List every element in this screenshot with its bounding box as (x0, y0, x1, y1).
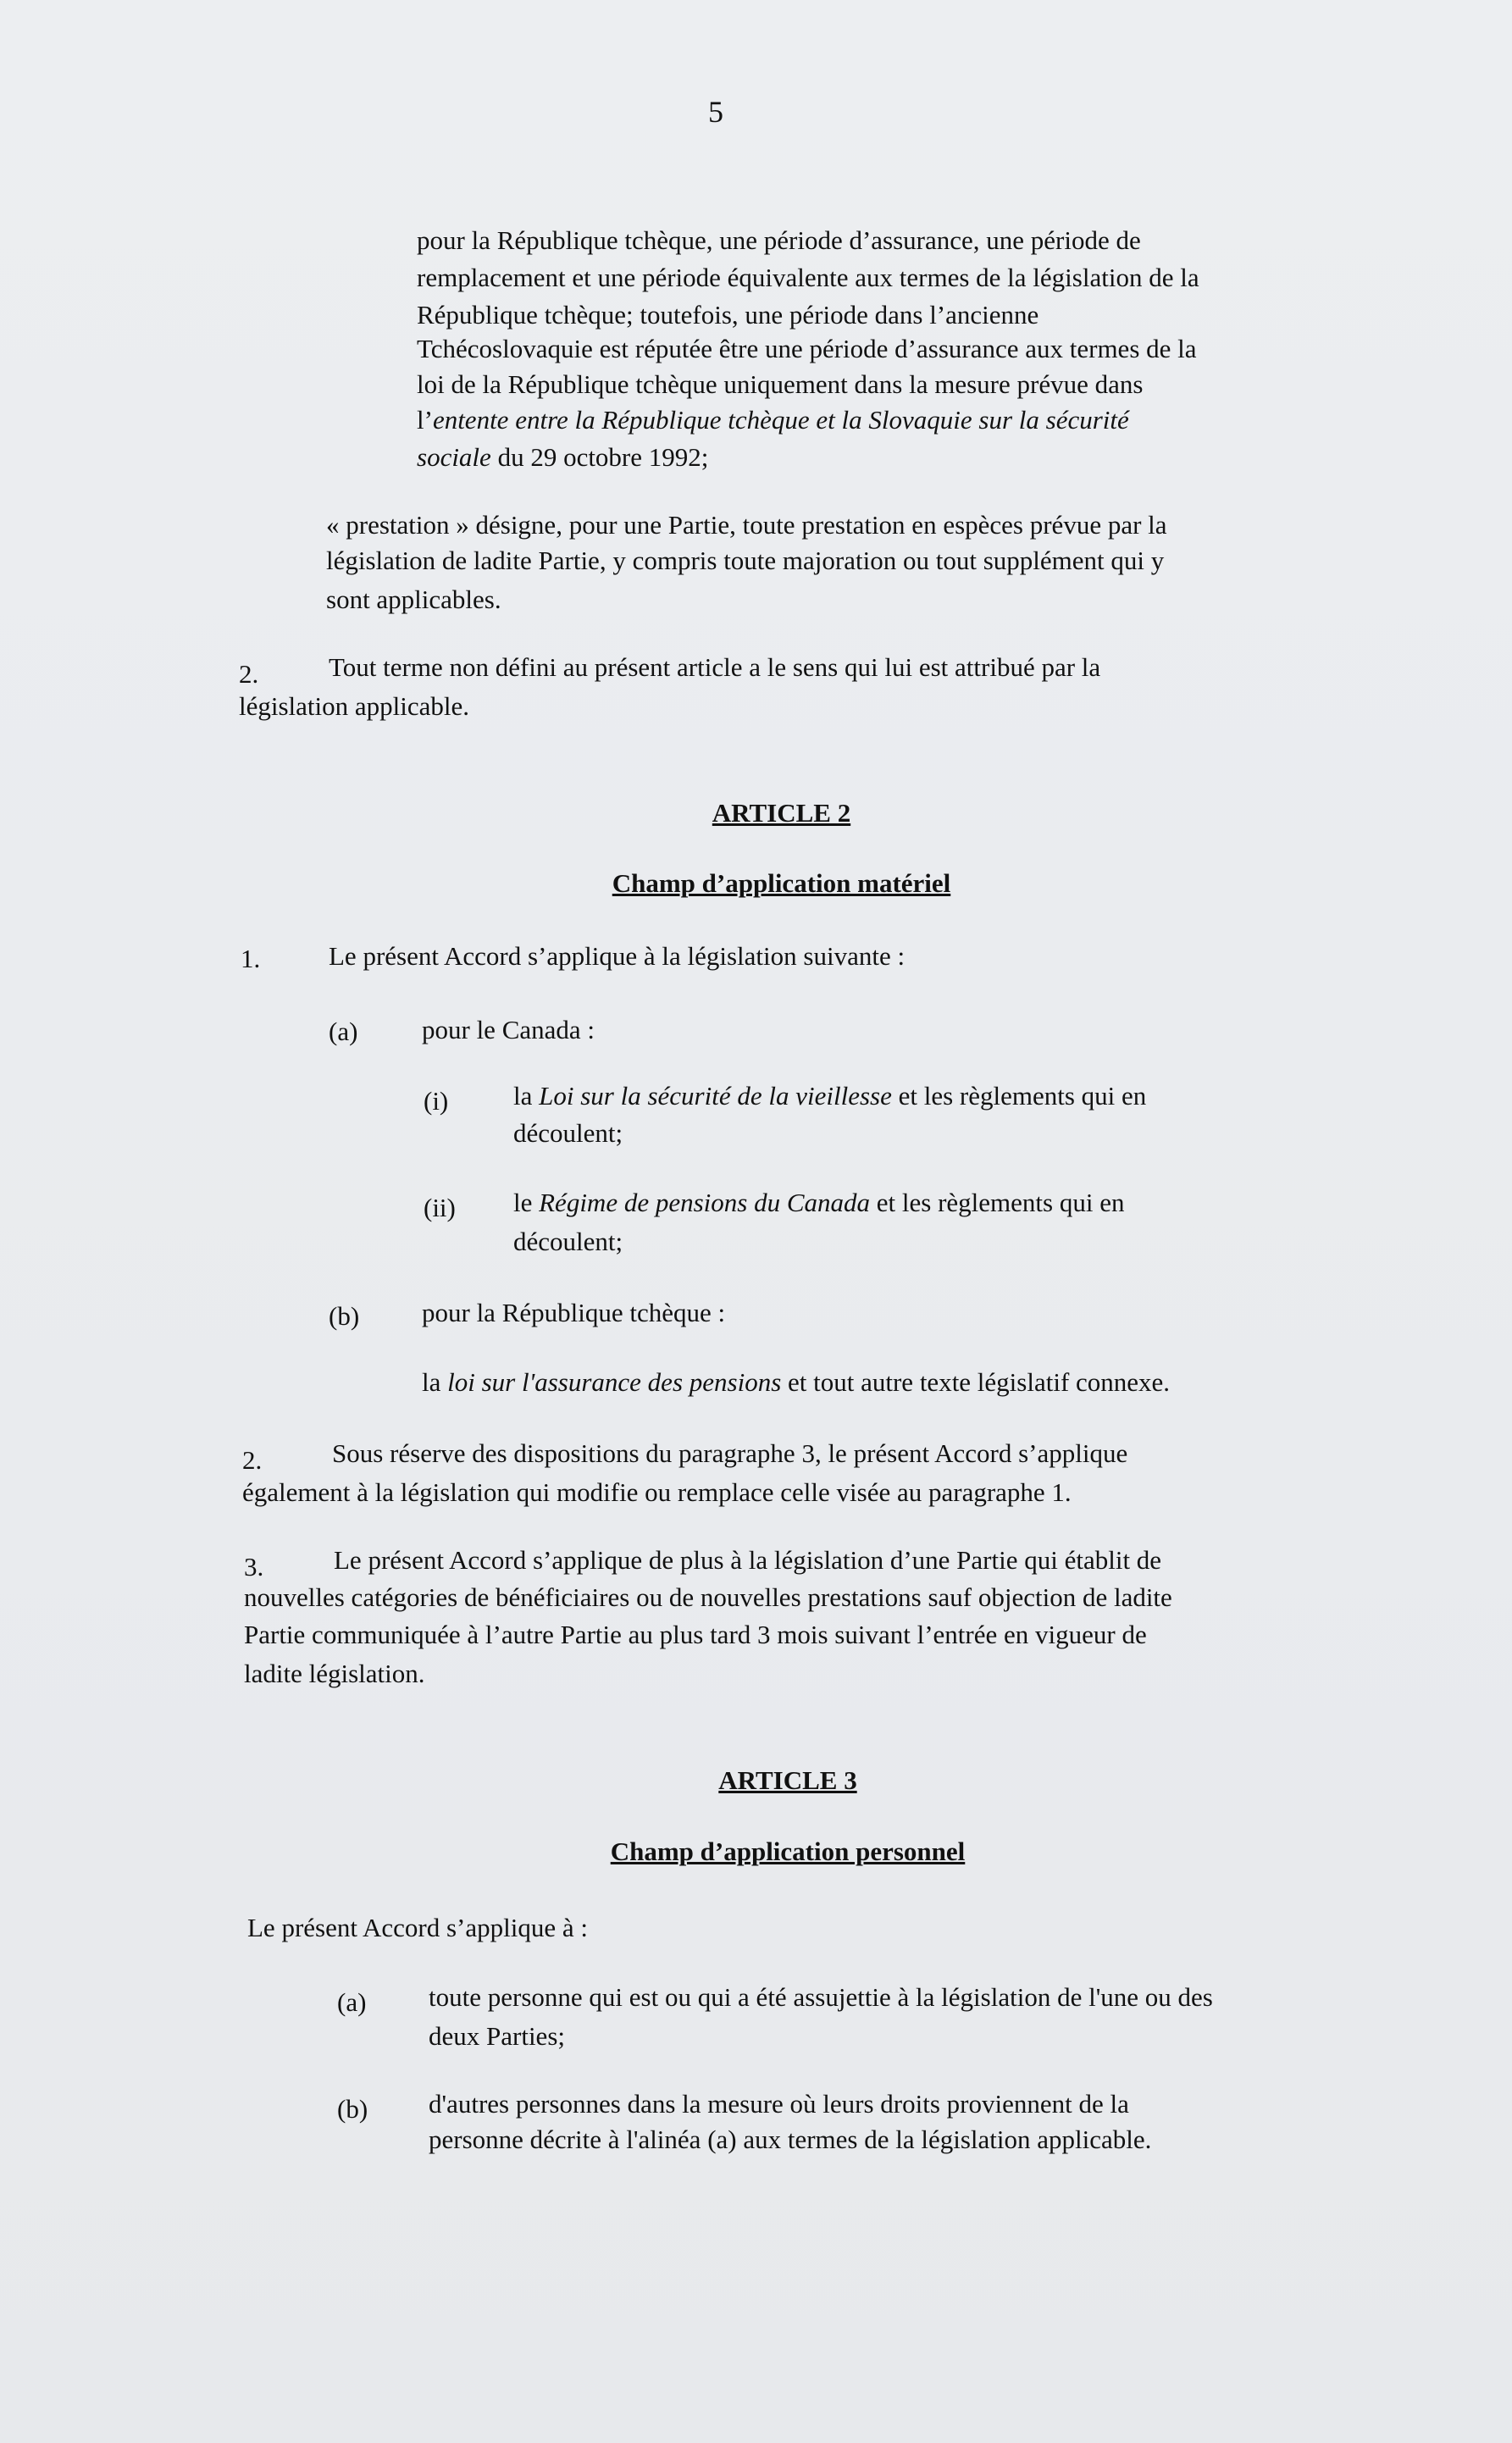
article-2-subheading: Champ d’application matériel (612, 868, 951, 898)
text-segment: et les règlements qui en (870, 1188, 1125, 1217)
text-segment: le (513, 1188, 540, 1217)
paragraph-2-line-2: législation applicable. (239, 691, 470, 721)
article-2-para-3-number: 3. (244, 1552, 264, 1582)
article-2-item-i-line-1 (513, 1077, 1146, 1115)
article-2-item-b-text: pour la République tchèque : (422, 1298, 726, 1327)
article-2-para-3-line-2: nouvelles catégories de bénéficiaires ou de nouvelles prestations sauf objection de ladite (244, 1582, 1172, 1612)
agreement-title-italic-end: sociale (417, 442, 491, 472)
article-2-item-i-label: (i) (424, 1086, 449, 1116)
article-2-item-ii-line-2: découlent; (513, 1227, 623, 1256)
definition-czech-period-line-3: République tchèque; toutefois, une période dans l’ancienne (417, 300, 1039, 330)
article-2-para-3-line-1: Le présent Accord s’applique de plus à la législation d’une Partie qui établit de (334, 1545, 1162, 1575)
article-2-item-b-law (422, 1364, 1170, 1401)
definition-czech-period-line-5: loi de la République tchèque uniquement dans la mesure prévue dans (417, 369, 1144, 399)
article-3-item-a-line-2: deux Parties; (429, 2021, 565, 2051)
article-2-heading: ARTICLE 2 (712, 798, 851, 828)
text-segment: la (513, 1081, 540, 1111)
text-segment: l’ (417, 405, 433, 435)
article-2-para-2-line-1: Sous réserve des dispositions du paragraphe 3, le présent Accord s’applique (332, 1438, 1128, 1468)
article-2-para-3-line-4: ladite législation. (244, 1659, 425, 1688)
paragraph-2-line-1: Tout terme non défini au présent article a le sens qui lui est attribué par la (329, 652, 1101, 682)
article-2-item-b-label: (b) (329, 1301, 360, 1331)
definition-czech-period-line-2: remplacement et une période équivalente aux termes de la législation de la (417, 263, 1199, 292)
law-title-italic: Régime de pensions du Canada (539, 1188, 871, 1217)
definition-benefit-line-1: « prestation » désigne, pour une Partie, toute prestation en espèces prévue par la (326, 510, 1167, 540)
definition-czech-period-line-4: Tchécoslovaquie est réputée être une période d’assurance aux termes de la (417, 334, 1197, 363)
agreement-title-italic: entente entre la République tchèque et la Slovaquie sur la sécurité (432, 405, 1129, 435)
article-3-item-a-line-1: toute personne qui est ou qui a été assujettie à la législation de l'une ou des (429, 1982, 1213, 2012)
definition-czech-period-line-1: pour la République tchèque, une période d’assurance, une période de (417, 225, 1141, 255)
article-3-item-a-label: (a) (337, 1987, 367, 2017)
paragraph-2-number: 2. (239, 659, 259, 689)
text-segment: et les règlements qui en (891, 1081, 1147, 1111)
definition-benefit-line-3: sont applicables. (326, 584, 501, 614)
article-2-para-3-line-3: Partie communiquée à l’autre Partie au plus tard 3 mois suivant l’entrée en vigueur de (244, 1620, 1147, 1649)
article-3-item-b-line-1: d'autres personnes dans la mesure où leurs droits proviennent de la (429, 2089, 1129, 2119)
article-2-item-a-text: pour le Canada : (422, 1015, 595, 1044)
article-3-heading: ARTICLE 3 (718, 1765, 857, 1795)
definition-czech-period-line-6 (417, 402, 1129, 439)
article-2-para-1-text: Le présent Accord s’applique à la législation suivante : (329, 941, 906, 971)
definition-benefit-line-2: législation de ladite Partie, y compris toute majoration ou tout supplément qui y (326, 546, 1165, 575)
article-3-intro: Le présent Accord s’applique à : (247, 1913, 588, 1942)
article-2-item-ii-line-1 (513, 1184, 1124, 1222)
text-segment: et tout autre texte législatif connexe. (781, 1367, 1171, 1397)
article-2-item-i-line-2: découlent; (513, 1118, 623, 1148)
article-3-subheading: Champ d’application personnel (610, 1836, 966, 1866)
article-2-para-1-number: 1. (241, 944, 261, 973)
article-2-para-2-number: 2. (242, 1445, 263, 1475)
article-2-item-ii-label: (ii) (424, 1193, 456, 1222)
law-title-italic: Loi sur la sécurité de la vieillesse (539, 1081, 892, 1111)
article-3-item-b-label: (b) (337, 2094, 368, 2124)
article-3-item-b-line-2: personne décrite à l'alinéa (a) aux termes de la législation applicable. (429, 2124, 1152, 2154)
article-2-para-2-line-2: également à la législation qui modifie ou remplace celle visée au paragraphe 1. (242, 1477, 1072, 1507)
page-number: 5 (708, 95, 723, 129)
article-2-item-a-label: (a) (329, 1017, 358, 1046)
law-title-italic: loi sur l'assurance des pensions (447, 1367, 782, 1397)
text-segment: la (422, 1367, 448, 1397)
definition-czech-period-line-7 (417, 439, 708, 476)
text-segment: du 29 octobre 1992; (490, 442, 709, 472)
